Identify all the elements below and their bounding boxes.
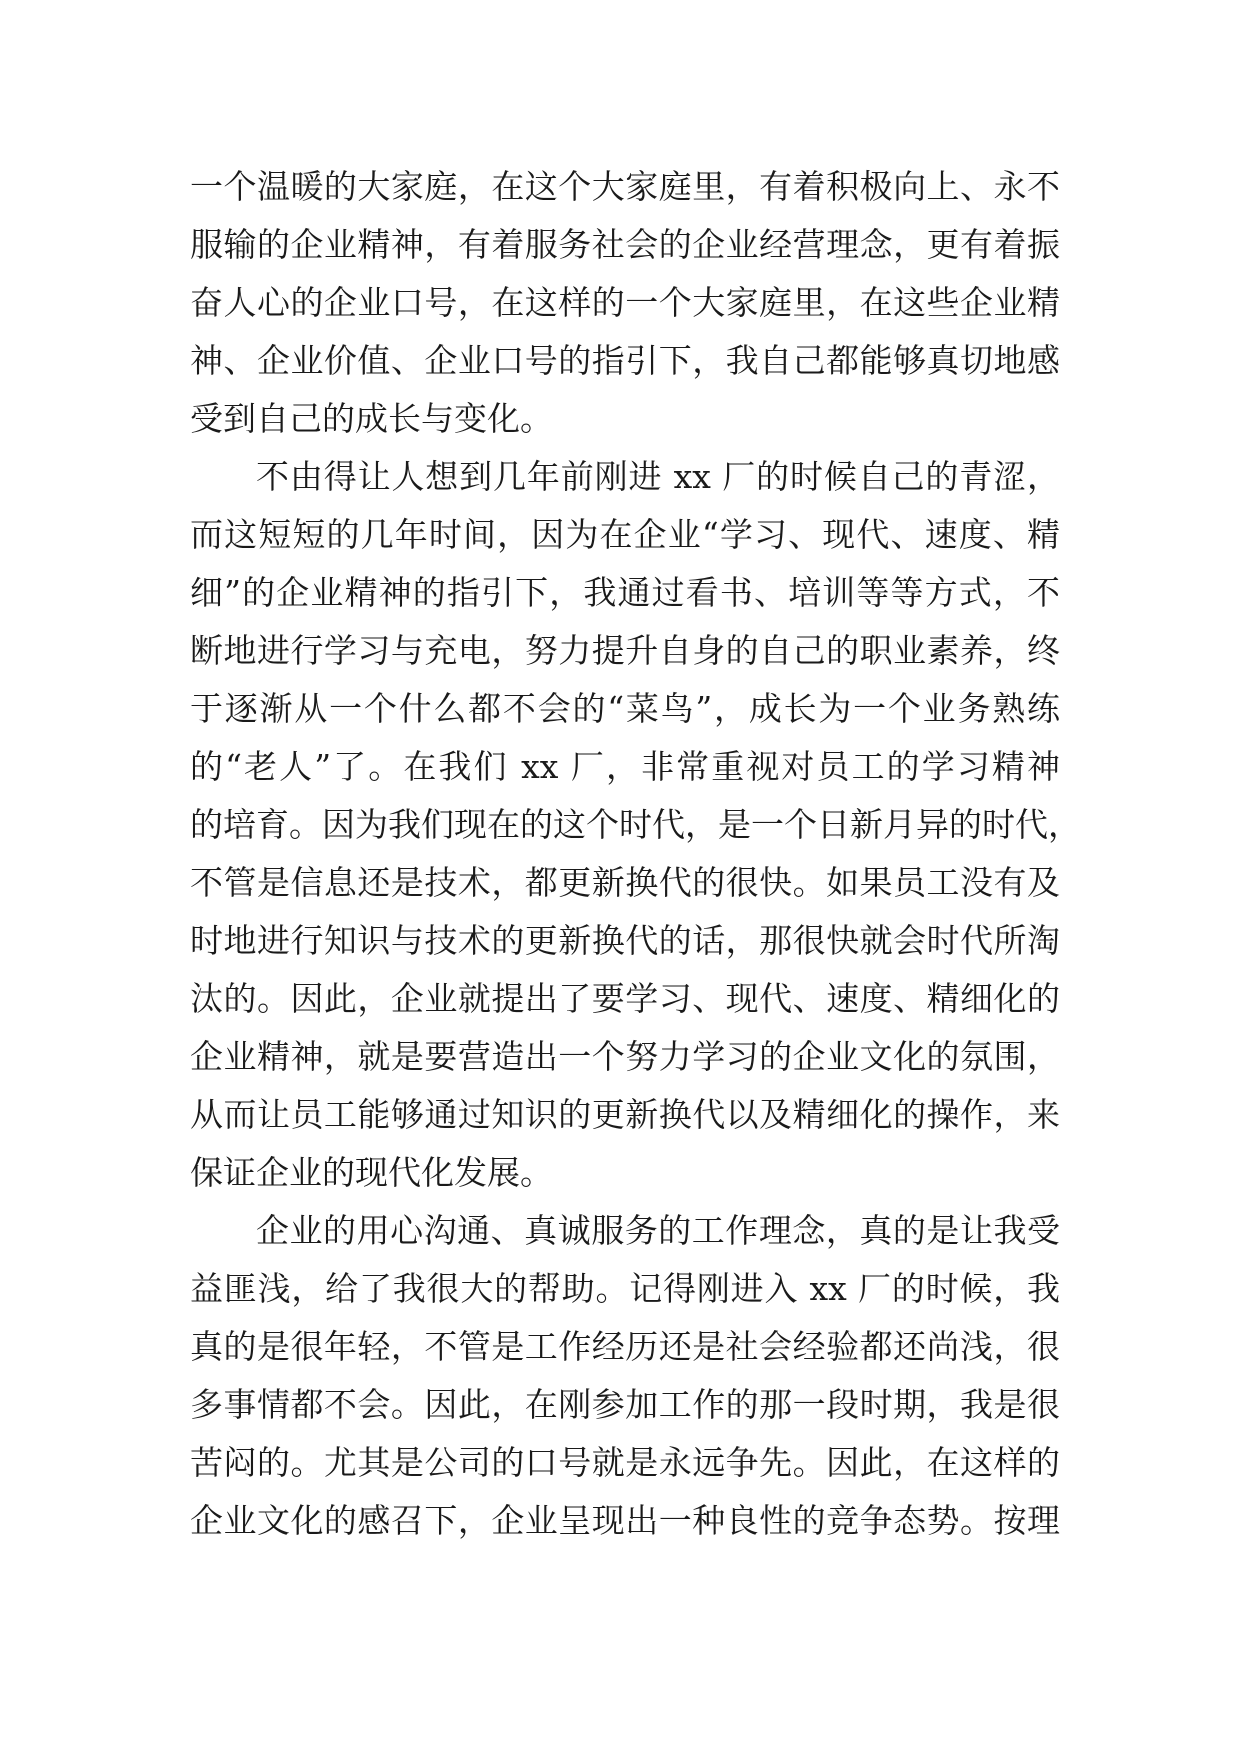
text-line: 奋人心的企业口号，在这样的一个大家庭里，在这些企业精 — [190, 283, 1060, 322]
text-line: 益匪浅，给了我很大的帮助。记得刚进入 xx 厂的时候，我 — [190, 1269, 1060, 1308]
text-line: 而这短短的几年时间，因为在企业“学习、现代、速度、精 — [190, 515, 1060, 554]
text-line: 企业精神，就是要营造出一个努力学习的企业文化的氛围， — [190, 1037, 1060, 1076]
text-line: 断地进行学习与充电，努力提升自身的自己的职业素养，终 — [190, 631, 1060, 670]
text-line: 不管是信息还是技术，都更新换代的很快。如果员工没有及 — [190, 863, 1060, 902]
text-line: 细”的企业精神的指引下，我通过看书、培训等等方式，不 — [190, 573, 1060, 612]
text-line: 服输的企业精神，有着服务社会的企业经营理念，更有着振 — [190, 225, 1060, 264]
body-text — [190, 158, 1081, 1550]
text-line: 汰的。因此，企业就提出了要学习、现代、速度、精细化的 — [190, 979, 1060, 1018]
text-line: 从而让员工能够通过知识的更新换代以及精细化的操作，来 — [190, 1095, 1060, 1134]
text-line: 多事情都不会。因此，在刚参加工作的那一段时期，我是很 — [190, 1385, 1060, 1424]
text-line: 时地进行知识与技术的更新换代的话，那很快就会时代所淘 — [190, 921, 1060, 960]
text-line: 苦闷的。尤其是公司的口号就是永远争先。因此，在这样的 — [190, 1443, 1060, 1482]
text-line: 神、企业价值、企业口号的指引下，我自己都能够真切地感 — [190, 341, 1060, 380]
text-line: 的培育。因为我们现在的这个时代，是一个日新月异的时代， — [190, 805, 1081, 844]
text-line: 受到自己的成长与变化。 — [190, 399, 553, 438]
text-line: 一个温暖的大家庭，在这个大家庭里，有着积极向上、永不 — [190, 167, 1060, 206]
text-line: 企业文化的感召下，企业呈现出一种良性的竞争态势。按理 — [190, 1501, 1060, 1540]
text-line: 于逐渐从一个什么都不会的“菜鸟”，成长为一个业务熟练 — [190, 689, 1060, 728]
text-line: 保证企业的现代化发展。 — [190, 1153, 553, 1192]
text-line: 的“老人”了。在我们 xx 厂，非常重视对员工的学习精神 — [190, 747, 1060, 786]
text-line: 真的是很年轻，不管是工作经历还是社会经验都还尚浅，很 — [190, 1327, 1060, 1366]
text-line: 企业的用心沟通、真诚服务的工作理念，真的是让我受 — [256, 1211, 1060, 1250]
text-line: 不由得让人想到几年前刚进 xx 厂的时候自己的青涩， — [256, 457, 1060, 496]
